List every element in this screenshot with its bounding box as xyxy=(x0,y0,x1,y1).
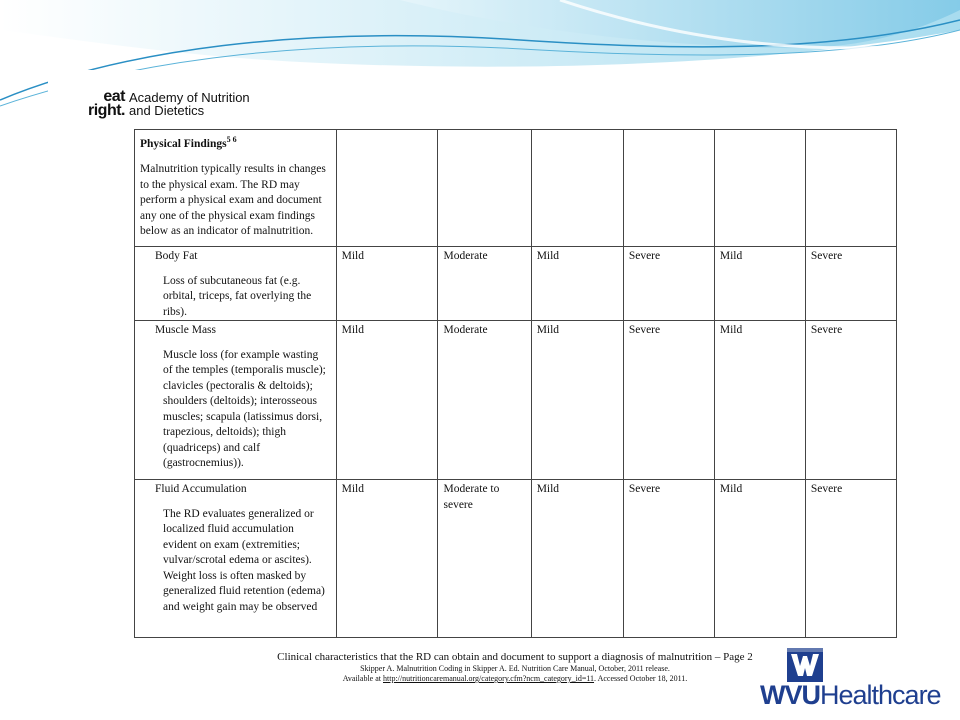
organization-name xyxy=(129,91,250,117)
org-name-line1: Academy of Nutrition xyxy=(129,90,250,105)
wvu-healthcare-logo xyxy=(760,648,950,716)
row-label-cell xyxy=(135,321,337,480)
severity-cell: Mild xyxy=(336,321,438,480)
wvu-wordmark: WVUHealthcare xyxy=(760,680,941,710)
row-title: Muscle Mass xyxy=(155,324,217,336)
empty-cell xyxy=(336,130,438,247)
row-description: The RD evaluates generalized or localized fluid accumulation evident on exam (extremities; vulvar/scrotal edema or ascites). Weight loss is often masked by generalized fluid retention (edema) and weight gain may be observed xyxy=(163,507,325,613)
severity-cell: Severe xyxy=(805,321,896,480)
reference-link[interactable]: http://nutritioncaremanual.org/category.cfm?ncm_category_id=11 xyxy=(383,674,595,683)
row-description: Muscle loss (for example wasting of the temples (temporalis muscle); clavicles (pectoralis & deltoids); shoulders (deltoids); interosseous muscles; scapula (latissimus dorsi, trapezious, deltoids); thigh (quadriceps) and calf (gastrocnemius)). xyxy=(163,348,326,469)
severity-cell: Mild xyxy=(531,480,623,638)
caption-citation: Skipper A. Malnutrition Coding in Skipper A. Ed. Nutrition Care Manual, October, 2011 release. xyxy=(360,664,670,673)
row-description: Loss of subcutaneous fat (e.g. orbital, triceps, fat overlying the ribs). xyxy=(163,274,312,318)
severity-cell: Mild xyxy=(336,480,438,638)
org-name-line2: and Dietetics xyxy=(129,103,205,118)
table-title: Physical Findings$^{5 6}$ xyxy=(140,135,237,150)
logo-mark-line2: right. xyxy=(88,102,125,119)
table-header-row xyxy=(135,130,897,247)
severity-cell: Mild xyxy=(714,321,805,480)
severity-cell: Moderate to severe xyxy=(438,480,531,638)
severity-cell: Mild xyxy=(336,247,438,321)
empty-cell xyxy=(438,130,531,247)
severity-cell: Severe xyxy=(623,247,714,321)
row-title: Body Fat xyxy=(155,250,198,262)
severity-cell: Mild xyxy=(714,247,805,321)
caption-availability: Available at http://nutritioncaremanual.org/category.cfm?ncm_category_id=11. Accessed October 18, 2011. xyxy=(342,674,688,683)
empty-cell xyxy=(531,130,623,247)
severity-cell: Moderate xyxy=(438,247,531,321)
severity-cell: Moderate xyxy=(438,321,531,480)
empty-cell xyxy=(714,130,805,247)
logo-mark-line1: eat xyxy=(103,88,125,105)
title-superscript: 5 6 xyxy=(226,135,237,144)
table-row xyxy=(135,480,897,638)
empty-cell xyxy=(805,130,896,247)
table-row xyxy=(135,247,897,321)
row-label-cell xyxy=(135,247,337,321)
table-row xyxy=(135,321,897,480)
severity-cell: Severe xyxy=(623,480,714,638)
eat-right-logo-mark xyxy=(88,90,125,118)
severity-cell: Severe xyxy=(805,480,896,638)
table-intro: Malnutrition typically results in changes to the physical exam. The RD may perform a physical exam and document any one of the physical exam findings below as an indicator of malnutrition. xyxy=(140,163,326,238)
severity-cell: Mild xyxy=(714,480,805,638)
row-title: Fluid Accumulation xyxy=(155,483,247,495)
physical-findings-table xyxy=(134,129,897,638)
empty-cell xyxy=(623,130,714,247)
document-caption xyxy=(230,651,800,684)
academy-logo xyxy=(88,90,250,118)
severity-cell: Mild xyxy=(531,321,623,480)
severity-cell: Severe xyxy=(623,321,714,480)
wvu-emblem-icon xyxy=(787,648,823,682)
severity-cell: Severe xyxy=(805,247,896,321)
caption-main: Clinical characteristics that the RD can obtain and document to support a diagnosis of malnutrition – Page 2 xyxy=(277,651,753,663)
header-cell xyxy=(135,130,337,247)
severity-cell: Mild xyxy=(531,247,623,321)
row-label-cell xyxy=(135,480,337,638)
